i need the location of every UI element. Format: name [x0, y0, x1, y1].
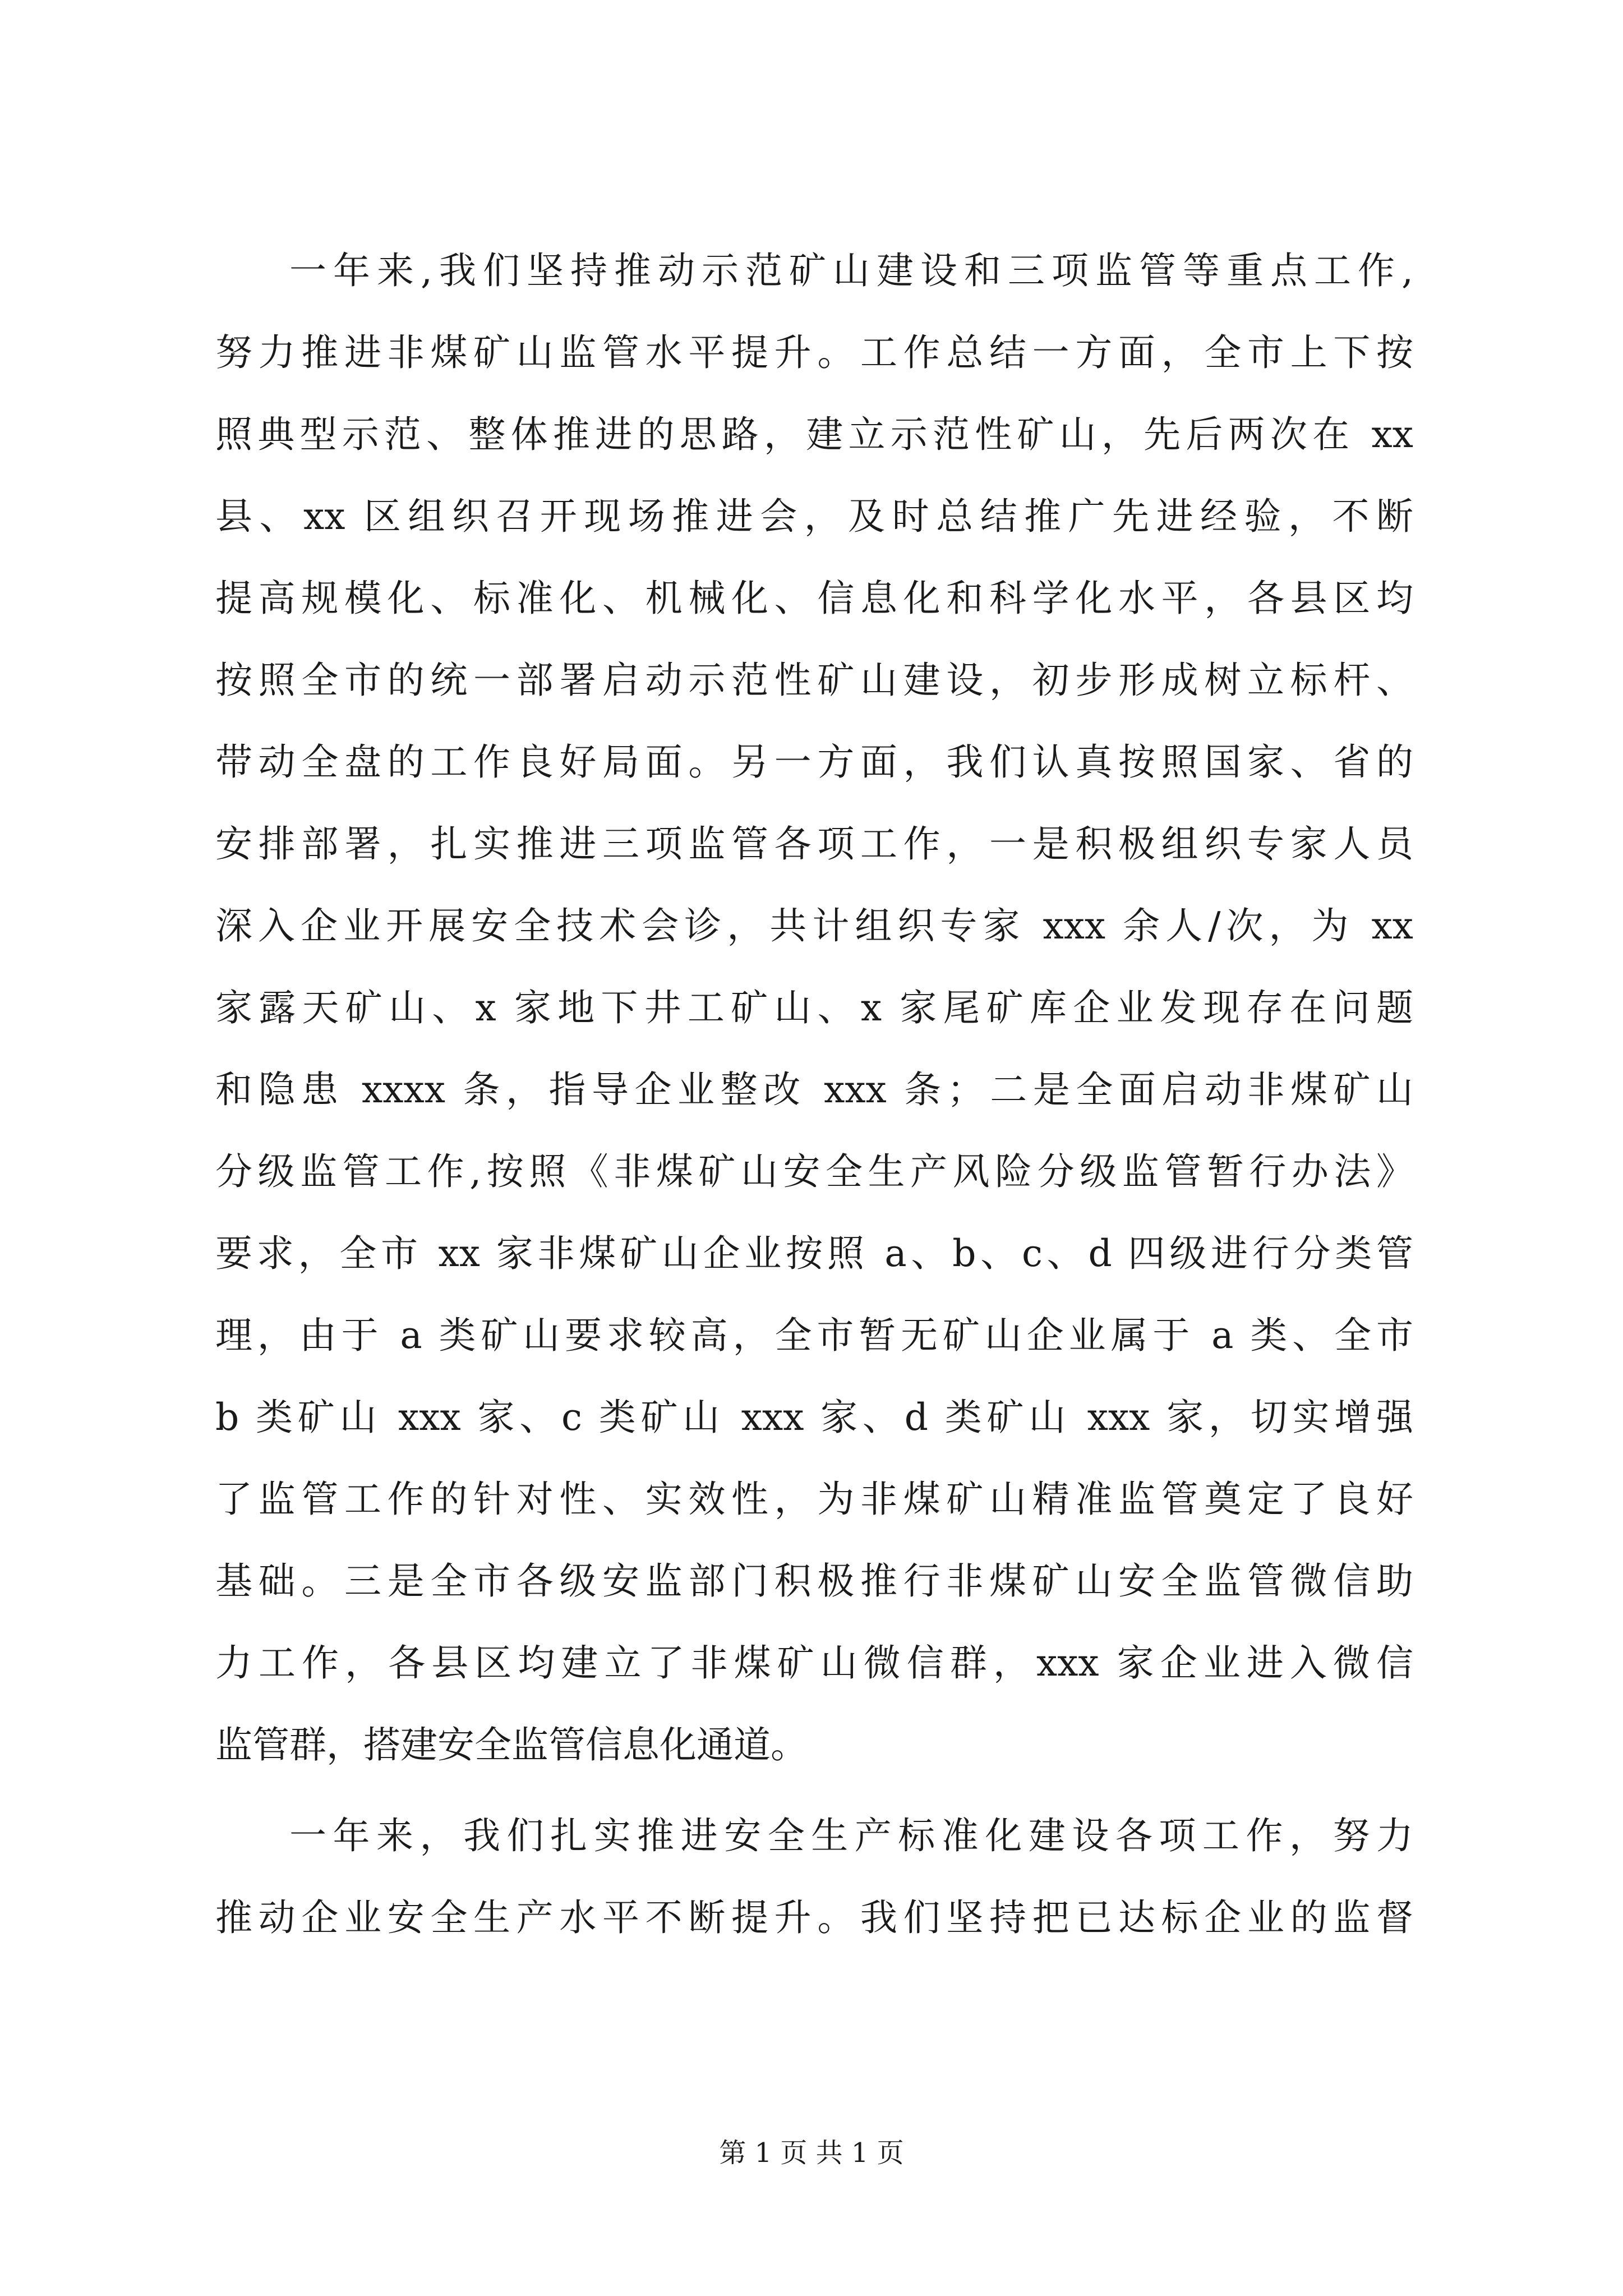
- text-line: b 类矿山 xxx 家、c 类矿山 xxx 家、d 类矿山 xxx 家，切实增强: [215, 1396, 1413, 1439]
- paragraph-1: [215, 230, 1413, 1786]
- paragraph-2: [215, 1795, 1413, 1959]
- text-line: 提高规模化、标准化、机械化、信息化和科学化水平，各县区均: [215, 577, 1413, 620]
- page-footer: 第 1 页 共 1 页: [719, 2137, 904, 2169]
- text-line: 了监管工作的针对性、实效性，为非煤矿山精准监管奠定了良好: [215, 1478, 1413, 1521]
- text-line: 一年来，我们扎实推进安全生产标准化建设各项工作，努力: [289, 1814, 1413, 1857]
- text-line: 照典型示范、整体推进的思路，建立示范性矿山，先后两次在 xx: [215, 413, 1413, 456]
- text-line: 力工作，各县区均建立了非煤矿山微信群，xxx 家企业进入微信: [215, 1641, 1413, 1685]
- text-line: 理，由于 a 类矿山要求较高，全市暂无矿山企业属于 a 类、全市: [215, 1314, 1413, 1357]
- text-line: 县、xx 区组织召开现场推进会，及时总结推广先进经验，不断: [215, 495, 1413, 538]
- text-line: 监管群，搭建安全监管信息化通道。: [215, 1723, 808, 1766]
- text-line: 家露天矿山、x 家地下井工矿山、x 家尾矿库企业发现存在问题: [215, 986, 1413, 1029]
- text-line: 基础。三是全市各级安监部门积极推行非煤矿山安全监管微信助: [215, 1559, 1413, 1603]
- text-line: 和隐患 xxxx 条，指导企业整改 xxx 条；二是全面启动非煤矿山: [215, 1068, 1413, 1111]
- document-body: [215, 230, 1413, 1968]
- text-line: 推动企业安全生产水平不断提升。我们坚持把已达标企业的监督: [215, 1896, 1413, 1939]
- text-line: 要求，全市 xx 家非煤矿山企业按照 a、b、c、d 四级进行分类管: [215, 1232, 1413, 1275]
- text-line: 安排部署，扎实推进三项监管各项工作，一是积极组织专家人员: [215, 822, 1413, 866]
- text-line: 一年来,我们坚持推动示范矿山建设和三项监管等重点工作,: [289, 249, 1413, 292]
- text-line: 分级监管工作,按照《非煤矿山安全生产风险分级监管暂行办法》: [215, 1150, 1413, 1193]
- text-line: 努力推进非煤矿山监管水平提升。工作总结一方面，全市上下按: [215, 331, 1413, 374]
- text-line: 带动全盘的工作良好局面。另一方面，我们认真按照国家、省的: [215, 740, 1413, 784]
- text-line: 按照全市的统一部署启动示范性矿山建设，初步形成树立标杆、: [215, 659, 1413, 702]
- text-line: 深入企业开展安全技术会诊，共计组织专家 xxx 余人/次，为 xx: [215, 904, 1413, 947]
